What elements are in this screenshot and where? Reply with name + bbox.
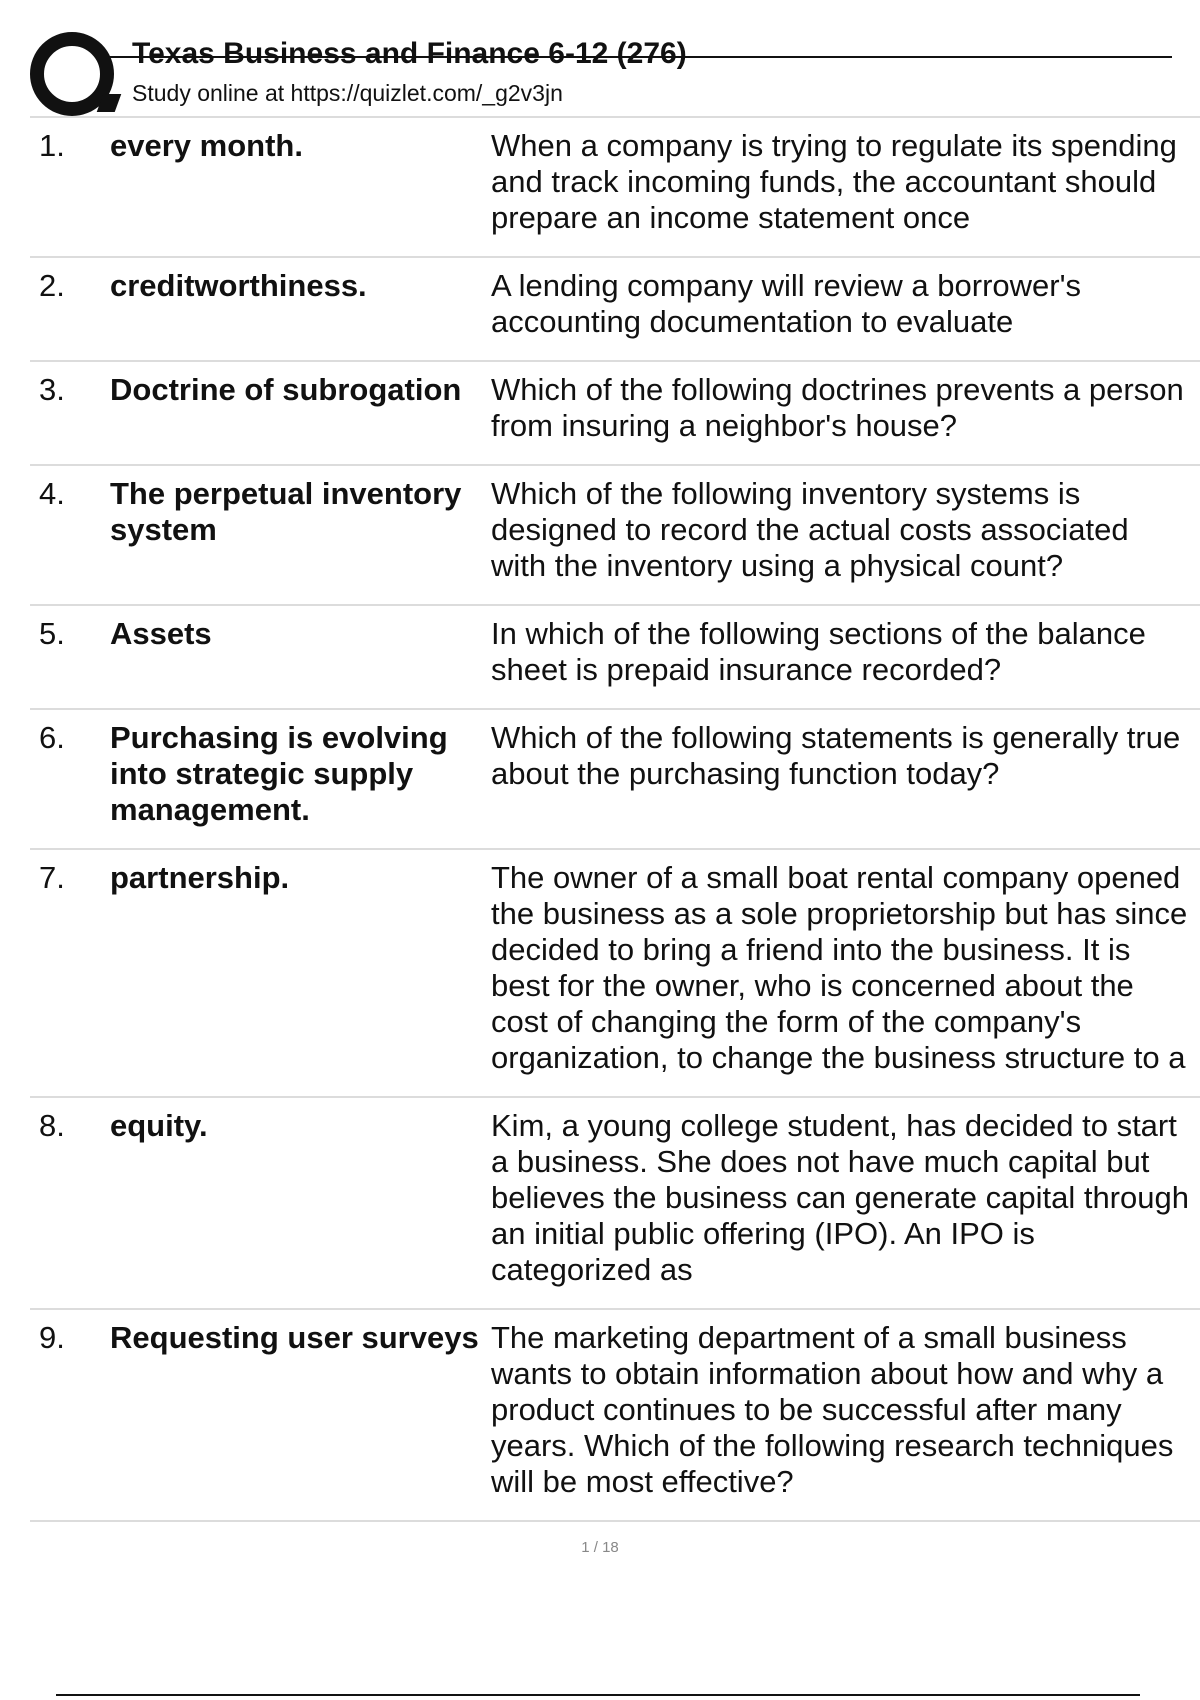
card-term: The perpetual inventory system <box>110 476 462 547</box>
card-term: Doctrine of subrogation <box>110 372 462 407</box>
flashcard-row <box>30 1310 1200 1522</box>
card-number: 4. <box>39 476 65 511</box>
card-definition: Which of the following statements is generally true about the purchasing function today? <box>491 720 1181 791</box>
card-term: Purchasing is evolving into strategic supply management. <box>110 720 448 827</box>
flashcard-row <box>30 1098 1200 1310</box>
card-number: 7. <box>39 860 65 895</box>
card-definition: Kim, a young college student, has decided to start a business. She does not have much capital but believes the business can generate capital through an initial public offering (IPO). An IPO is categorized as <box>491 1108 1189 1287</box>
card-number: 6. <box>39 720 65 755</box>
document-title: Texas Business and Finance 6-12 (276) <box>132 37 687 70</box>
card-term: Requesting user surveys <box>110 1320 479 1355</box>
flashcard-row <box>30 118 1200 258</box>
card-term: every month. <box>110 128 303 163</box>
card-number: 2. <box>39 268 65 303</box>
card-number: 5. <box>39 616 65 651</box>
page-indicator: 1 / 18 <box>581 1539 619 1556</box>
flashcard-row <box>30 362 1200 466</box>
flashcard-row <box>30 606 1200 710</box>
flashcard-row <box>30 466 1200 606</box>
study-link[interactable]: Study online at https://quizlet.com/_g2v3jn <box>132 80 563 106</box>
card-term: partnership. <box>110 860 290 895</box>
card-definition: The marketing department of a small business wants to obtain information about how and why a product continues to be successful after many years. Which of the following research techniques will be most effective? <box>491 1320 1174 1499</box>
card-definition: The owner of a small boat rental company opened the business as a sole proprietorship but has since decided to bring a friend into the business. It is best for the owner, who is concerned about the cost of changing the form of the company's organization, to change the business structure to a <box>491 860 1188 1075</box>
flashcard-list <box>30 116 1200 1522</box>
card-term: Assets <box>110 616 212 651</box>
card-term: equity. <box>110 1108 208 1143</box>
card-definition: When a company is trying to regulate its spending and track incoming funds, the accountant should prepare an income statement once <box>491 128 1177 235</box>
flashcard-row <box>30 850 1200 1098</box>
card-definition: Which of the following doctrines prevents a person from insuring a neighbor's house? <box>491 372 1184 443</box>
bottom-rule <box>56 1694 1140 1696</box>
card-definition: A lending company will review a borrower's accounting documentation to evaluate <box>491 268 1082 339</box>
flashcard-row <box>30 710 1200 850</box>
card-definition: Which of the following inventory systems is designed to record the actual costs associated with the inventory using a physical count? <box>491 476 1129 583</box>
card-term: creditworthiness. <box>110 268 367 303</box>
document-header <box>30 30 1140 118</box>
card-number: 8. <box>39 1108 65 1143</box>
card-number: 1. <box>39 128 65 163</box>
flashcard-row <box>30 258 1200 362</box>
card-number: 9. <box>39 1320 65 1355</box>
card-definition: In which of the following sections of the balance sheet is prepaid insurance recorded? <box>491 616 1146 687</box>
card-number: 3. <box>39 372 65 407</box>
